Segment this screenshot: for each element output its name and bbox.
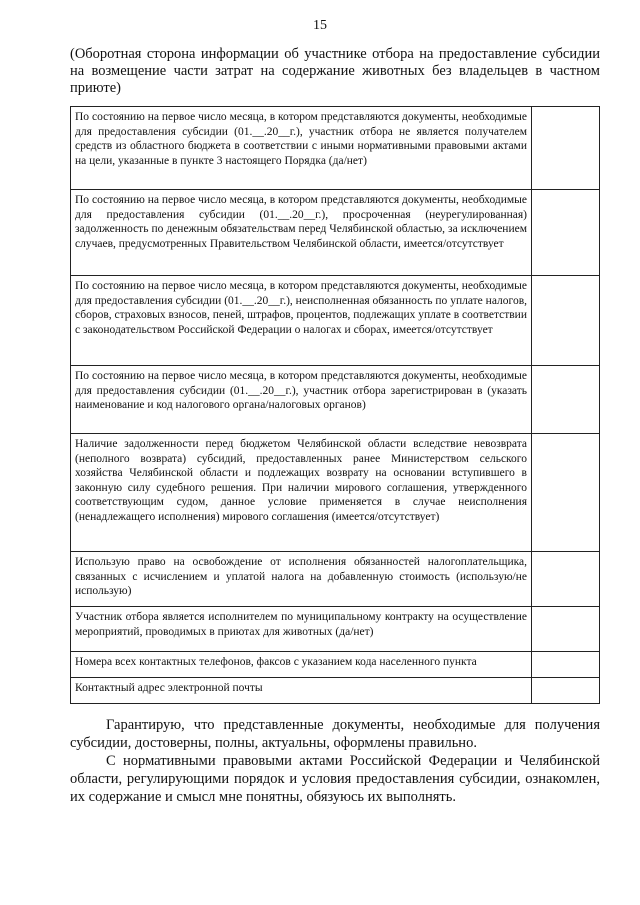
page-number: 15	[313, 18, 327, 33]
table-row	[71, 434, 600, 552]
guarantee-paragraph: Гарантирую, что представленные документы, необходимые для получения субсидии, достоверны, полны, актуальны, оформлены правильно.	[70, 717, 600, 751]
row-label: По состоянию на первое число месяца, в котором представляются документы, необходимые для предоставления субсидии (01.__.20__г.), участник отбора зарегистрирован в (указать наименование и код налогового органа/налоговых органов)	[71, 366, 532, 434]
row-label: По состоянию на первое число месяца, в котором представляются документы, необходимые для предоставления субсидии (01.__.20__г.), неисполненная обязанность по уплате налогов, сборов, страховых взносов, пеней, штрафов, процентов, подлежащих уплате в соответствии с законодательством Российской Федерации о налогах и сборах, имеется/отсутствует	[71, 276, 532, 366]
table-row	[71, 552, 600, 607]
table-row	[71, 190, 600, 276]
row-label: Участник отбора является исполнителем по муниципальному контракту на осуществление мероприятий, проводимых в приютах для животных (да/нет)	[71, 607, 532, 652]
row-value-cell[interactable]	[532, 607, 600, 652]
acknowledgement-paragraph: С нормативными правовыми актами Российской Федерации и Челябинской области, регулирующими порядок и условия предоставления субсидии, ознакомлен, их содержание и смысл мне понятны, обязуюсь их выполнять.	[70, 753, 600, 805]
row-value-cell[interactable]	[532, 276, 600, 366]
row-label: Номера всех контактных телефонов, факсов с указанием кода населенного пункта	[71, 652, 532, 678]
row-value-cell[interactable]	[532, 366, 600, 434]
row-label: Контактный адрес электронной почты	[71, 678, 532, 704]
row-value-cell[interactable]	[532, 107, 600, 190]
row-label: Использую право на освобождение от исполнения обязанностей налогоплательщика, связанных с исчислением и уплатой налога на добавленную стоимость (использую/не использую)	[71, 552, 532, 607]
row-value-cell[interactable]	[532, 190, 600, 276]
participant-info-table	[70, 106, 600, 704]
table-row	[71, 276, 600, 366]
row-value-cell[interactable]	[532, 652, 600, 678]
table-row	[71, 652, 600, 678]
table-row	[71, 607, 600, 652]
table-row	[71, 107, 600, 190]
row-label: По состоянию на первое число месяца, в котором представляются документы, необходимые для предоставления субсидии (01.__.20__г.), участник отбора не является получателем средств из областного бюджета в соответствии с иными нормативными правовыми актами на цели, указанные в пункте 3 настоящего Порядка (да/нет)	[71, 107, 532, 190]
form-heading: (Оборотная сторона информации об участнике отбора на предоставление субсидии на возмещение части затрат на содержание животных без владельцев в частном приюте)	[70, 46, 600, 96]
table-row	[71, 366, 600, 434]
row-label: Наличие задолженности перед бюджетом Челябинской области вследствие невозврата (неполного возврата) субсидий, предоставленных ранее Министерством сельского хозяйства Челябинской области и подлежащих возврату на основании вступившего в законную силу судебного решения. При наличии мирового соглашения, утвержденного соответствующим судом, данное условие применяется в случае неисполнения (ненадлежащего исполнения) мирового соглашения (имеется/отсутствует)	[71, 434, 532, 552]
row-label: По состоянию на первое число месяца, в котором представляются документы, необходимые для предоставления субсидии (01.__.20__г.), просроченная (неурегулированная) задолженность по денежным обязательствам перед Челябинской областью, за исключением случаев, предусмотренных Правительством Челябинской области, имеется/отсутствует	[71, 190, 532, 276]
table-row	[71, 678, 600, 704]
row-value-cell[interactable]	[532, 434, 600, 552]
row-value-cell[interactable]	[532, 678, 600, 704]
row-value-cell[interactable]	[532, 552, 600, 607]
closing-statements	[70, 716, 600, 806]
